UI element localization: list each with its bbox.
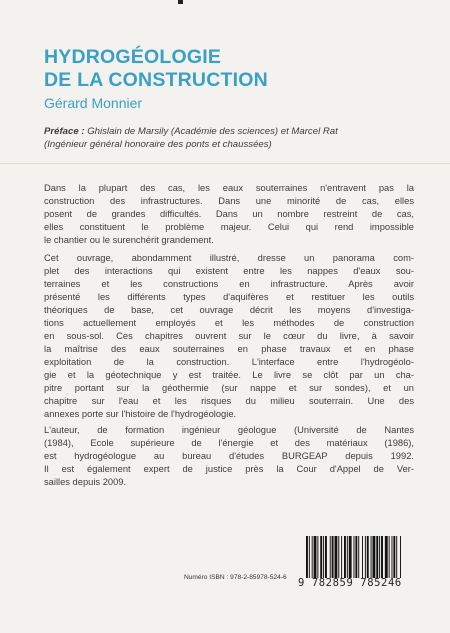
text-line: Il est également expert de justice près la Cour d'Appel de Ver- bbox=[44, 464, 414, 474]
barcode-bar bbox=[344, 536, 346, 578]
barcode bbox=[298, 534, 422, 592]
book-title bbox=[44, 46, 424, 92]
barcode-bars bbox=[306, 536, 422, 578]
summary-paragraph-1 bbox=[44, 182, 414, 247]
barcode-bar bbox=[354, 536, 355, 578]
barcode-bar bbox=[389, 536, 390, 578]
text-line: pitre portant sur la géothermie (sur nappe et sur sondes), et un bbox=[44, 383, 414, 393]
book-title-line-1: HYDROGÉOLOGIE bbox=[44, 46, 222, 68]
barcode-bar bbox=[341, 536, 342, 578]
barcode-bar bbox=[312, 536, 313, 578]
preface-names: Ghislain de Marsily (Académie des sciences) et Marcel Rat bbox=[84, 126, 338, 137]
barcode-bar bbox=[349, 536, 352, 578]
text-line: plet des interactions qui existent entre les nappes d'eaux sou- bbox=[44, 266, 414, 276]
author-name: Gérard Monnier bbox=[44, 95, 143, 111]
barcode-bar bbox=[320, 536, 322, 578]
text-line: Cet ouvrage, abondamment illustré, dresse un panorama com- bbox=[44, 253, 414, 263]
barcode-bar bbox=[367, 536, 369, 578]
book-title-line-2: DE LA CONSTRUCTION bbox=[44, 69, 268, 91]
text-line: annexes porte sur l'histoire de l'hydrogéologie. bbox=[44, 409, 237, 419]
scan-mark bbox=[178, 0, 183, 4]
text-line: construction des infrastructures. Dans une minorité de cas, elles bbox=[44, 196, 414, 206]
text-line: terraines et les constructions en infrastructure. Après avoir bbox=[44, 279, 414, 289]
preface-label: Préface : bbox=[44, 126, 85, 137]
barcode-bar bbox=[373, 536, 376, 578]
text-line: présenté les différents types d'aquifères et restituer les outils bbox=[44, 292, 414, 302]
text-line: elles constituent le problème majeur. Celui qui rend impossible bbox=[44, 222, 414, 232]
barcode-bar bbox=[379, 536, 380, 578]
barcode-bar bbox=[393, 536, 395, 578]
preface-line-2: (Ingénieur général honoraire des ponts et chaussées) bbox=[44, 139, 272, 150]
text-line: L'auteur, de formation ingénieur géologue (Université de Nantes bbox=[44, 425, 414, 435]
preface bbox=[44, 125, 424, 151]
barcode-bar bbox=[376, 536, 378, 578]
text-line: le chantier ou le surenchérit grandement. bbox=[44, 235, 214, 245]
text-line: théoriques de base, cet ouvrage décrit les moyens d'investiga- bbox=[44, 305, 414, 315]
barcode-bar bbox=[309, 536, 310, 578]
barcode-bar bbox=[381, 536, 383, 578]
text-line: tions actuellement employés et les méthodes de construction bbox=[44, 318, 414, 328]
text-line: en sous-sol. Ces chapitres ouvrent sur le cœur du livre, à savoir bbox=[44, 331, 414, 341]
text-line: chapitre sur l'eau et les risques du milieu souterrain. Une des bbox=[44, 396, 414, 406]
barcode-bar bbox=[332, 536, 334, 578]
summary-paragraph-2 bbox=[44, 252, 414, 421]
text-line: posent de grandes difficultés. Dans un nombre restreint de cas, bbox=[44, 209, 414, 219]
text-line: sailles depuis 2009. bbox=[44, 477, 127, 487]
barcode-bar bbox=[330, 536, 331, 578]
text-line: exploitation de la construction. L'interface entre l'hydrogéolo- bbox=[44, 357, 414, 367]
barcode-bar bbox=[317, 536, 318, 578]
barcode-bar bbox=[306, 536, 308, 578]
text-line: est hydrogéologue au bureau d'études BURGEAP depuis 1992. bbox=[44, 451, 414, 461]
text-line: gie et la géotechnique y est traitée. Le livre se clôt par un cha- bbox=[44, 370, 414, 380]
barcode-bar bbox=[323, 536, 324, 578]
barcode-bar bbox=[314, 536, 317, 578]
isbn-label: Numéro ISBN : 978-2-85978-524-6 bbox=[184, 574, 287, 581]
text-line: la maîtrise des eaux souterraines en phase travaux et en phase bbox=[44, 344, 414, 354]
barcode-bar bbox=[392, 536, 393, 578]
preface-line-1 bbox=[44, 125, 424, 138]
text-line: Dans la plupart des cas, les eaux souterraines n'entravent pas la bbox=[44, 183, 414, 193]
barcode-number: 9 782859 785246 bbox=[298, 577, 402, 589]
barcode-bar bbox=[365, 536, 366, 578]
barcode-bar bbox=[355, 536, 357, 578]
section-divider bbox=[0, 163, 450, 164]
barcode-bar bbox=[385, 536, 388, 578]
barcode-bar bbox=[338, 536, 339, 578]
barcode-bar bbox=[325, 536, 327, 578]
author-bio-paragraph bbox=[44, 424, 414, 489]
barcode-bar bbox=[362, 536, 363, 578]
barcode-bar bbox=[347, 536, 348, 578]
barcode-bar bbox=[396, 536, 397, 578]
barcode-bar bbox=[371, 536, 372, 578]
text-line: (1984), Ecole supérieure de l'énergie et des matériaux (1986), bbox=[44, 438, 414, 448]
barcode-bar bbox=[358, 536, 359, 578]
barcode-bar bbox=[335, 536, 338, 578]
barcode-bar bbox=[400, 536, 401, 578]
